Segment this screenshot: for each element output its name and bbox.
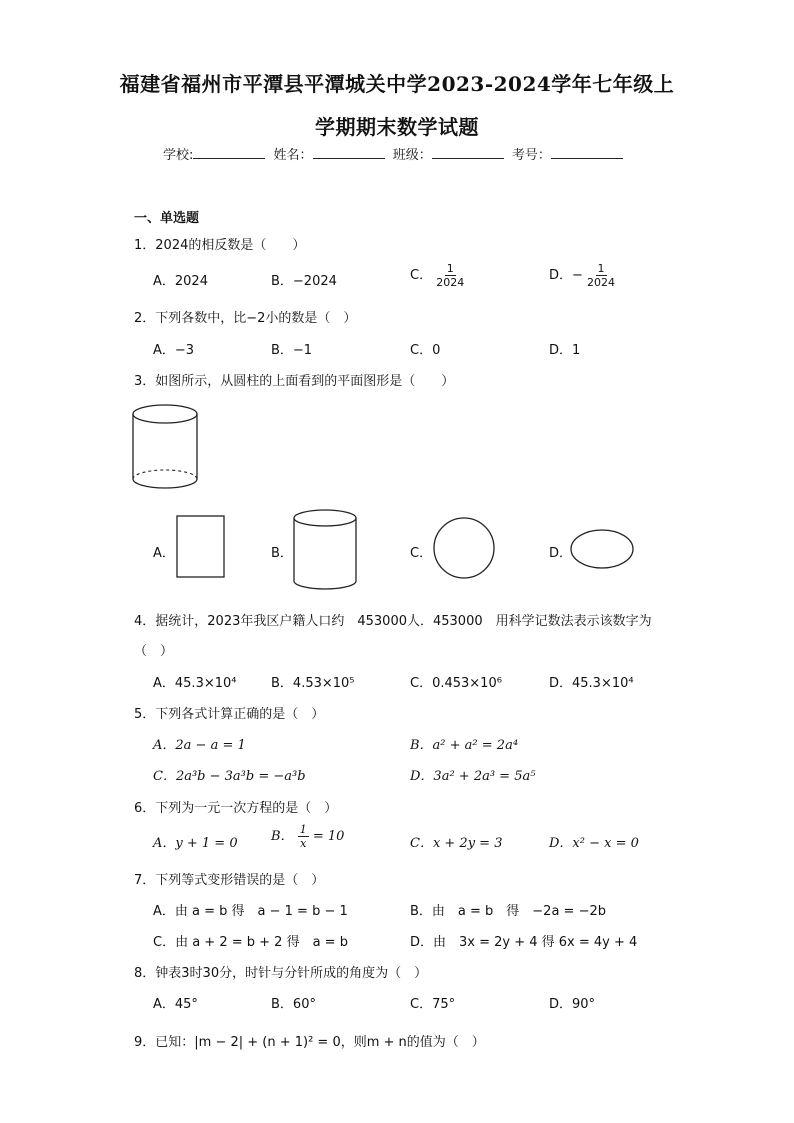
q1-option-c-fraction: $\frac{1}{2024}$ — [436, 262, 465, 289]
class-label: 班级： — [392, 148, 432, 163]
q3-option-c: C． — [410, 546, 433, 561]
question-4-stem: 4．据统计，2023年我区户籍人口约 453000人．453000 用科学记数法表示该数字为 — [134, 614, 652, 629]
question-6-stem: 6．下列为一元一次方程的是（ ） — [134, 801, 338, 816]
q2-option-d: D．1 — [549, 343, 581, 358]
q1-option-c-label: C． — [410, 268, 433, 283]
q7-option-c: C．由 a + 2 = b + 2 得 a = b — [153, 935, 348, 950]
question-5-stem: 5．下列各式计算正确的是（ ） — [134, 707, 325, 722]
question-4-stem-cont: （ ） — [134, 644, 174, 659]
q4-option-d: D．45.3×10⁴ — [549, 676, 634, 691]
question-3-stem: 3．如图所示，从圆柱的上面看到的平面图形是（ ） — [134, 374, 455, 389]
q7-option-b: B．由 a = b 得 −2a = −2b — [410, 904, 606, 919]
q3-option-a: A． — [153, 546, 175, 561]
cylinder-figure — [128, 400, 202, 494]
q5-option-c: C．2a³b − 3a³b = −a³b — [153, 769, 306, 784]
name-label: 姓名： — [273, 148, 313, 163]
q8-option-c: C．75° — [410, 997, 456, 1012]
student-info-line — [163, 144, 627, 163]
question-9-stem: 9．已知：|m − 2| + (n + 1)² = 0，则m + n的值为（ ） — [134, 1035, 485, 1050]
q6-option-b-fraction: $\frac{1}{x}$ — [299, 823, 307, 850]
q8-option-d: D．90° — [549, 997, 596, 1012]
exam-title-line1: 福建省福州市平潭县平潭城关中学2023-2024学年七年级上 — [119, 72, 675, 96]
id-label: 考号： — [511, 148, 551, 163]
q8-option-b: B．60° — [271, 997, 316, 1012]
q5-option-b: B．a² + a² = 2a⁴ — [410, 738, 519, 753]
q1-option-b: B．−2024 — [271, 274, 337, 289]
q7-option-a: A．由 a = b 得 a − 1 = b − 1 — [153, 904, 348, 919]
section-title: 一、单选题 — [134, 211, 200, 226]
q8-option-a: A．45° — [153, 997, 198, 1012]
exam-title-line2: 学期期末数学试题 — [315, 115, 479, 139]
q6-option-a: A．y + 1 = 0 — [153, 836, 238, 851]
q6-option-b-label: B． — [271, 829, 294, 844]
q1-option-a: A．2024 — [153, 274, 208, 289]
name-blank — [313, 146, 385, 159]
question-1-stem: 1．2024的相反数是（ ） — [134, 238, 306, 253]
cylinder-shape — [292, 507, 358, 593]
q5-option-a: A．2a − a = 1 — [153, 738, 246, 753]
school-blank — [193, 146, 265, 159]
q6-option-d: D．x² − x = 0 — [549, 836, 639, 851]
q1-option-d-fraction: $\frac{1}{2024}$ — [587, 262, 616, 289]
q2-option-a: A．−3 — [153, 343, 195, 358]
q1-option-d-label: D．− — [549, 268, 583, 283]
q3-option-b: B． — [271, 546, 293, 561]
q2-option-b: B．−1 — [271, 343, 313, 358]
q2-option-c: C．0 — [410, 343, 441, 358]
ellipse-shape — [569, 527, 635, 571]
school-label: 学校: — [163, 148, 194, 163]
q6-option-c: C．x + 2y = 3 — [410, 836, 503, 851]
q3-option-d: D． — [549, 546, 573, 561]
q6-option-b: B． $\frac{1}{x}$ = 10 — [271, 823, 345, 850]
q4-option-b: B．4.53×10⁵ — [271, 676, 355, 691]
rectangle-shape — [176, 515, 226, 579]
q4-option-c: C．0.453×10⁶ — [410, 676, 502, 691]
id-blank — [551, 146, 623, 159]
question-2-stem: 2．下列各数中，比−2小的数是（ ） — [134, 311, 357, 326]
q7-option-d: D．由 3x = 2y + 4 得 6x = 4y + 4 — [410, 935, 638, 950]
question-8-stem: 8．钟表3时30分，时针与分针所成的角度为（ ） — [134, 966, 428, 981]
q1-option-c — [410, 262, 464, 289]
q1-option-d — [549, 262, 615, 289]
q4-option-a: A．45.3×10⁴ — [153, 676, 237, 691]
question-7-stem: 7．下列等式变形错误的是（ ） — [134, 873, 325, 888]
q5-option-d: D．3a² + 2a³ = 5a⁵ — [410, 769, 536, 784]
circle-shape — [431, 516, 497, 580]
class-blank — [432, 146, 504, 159]
